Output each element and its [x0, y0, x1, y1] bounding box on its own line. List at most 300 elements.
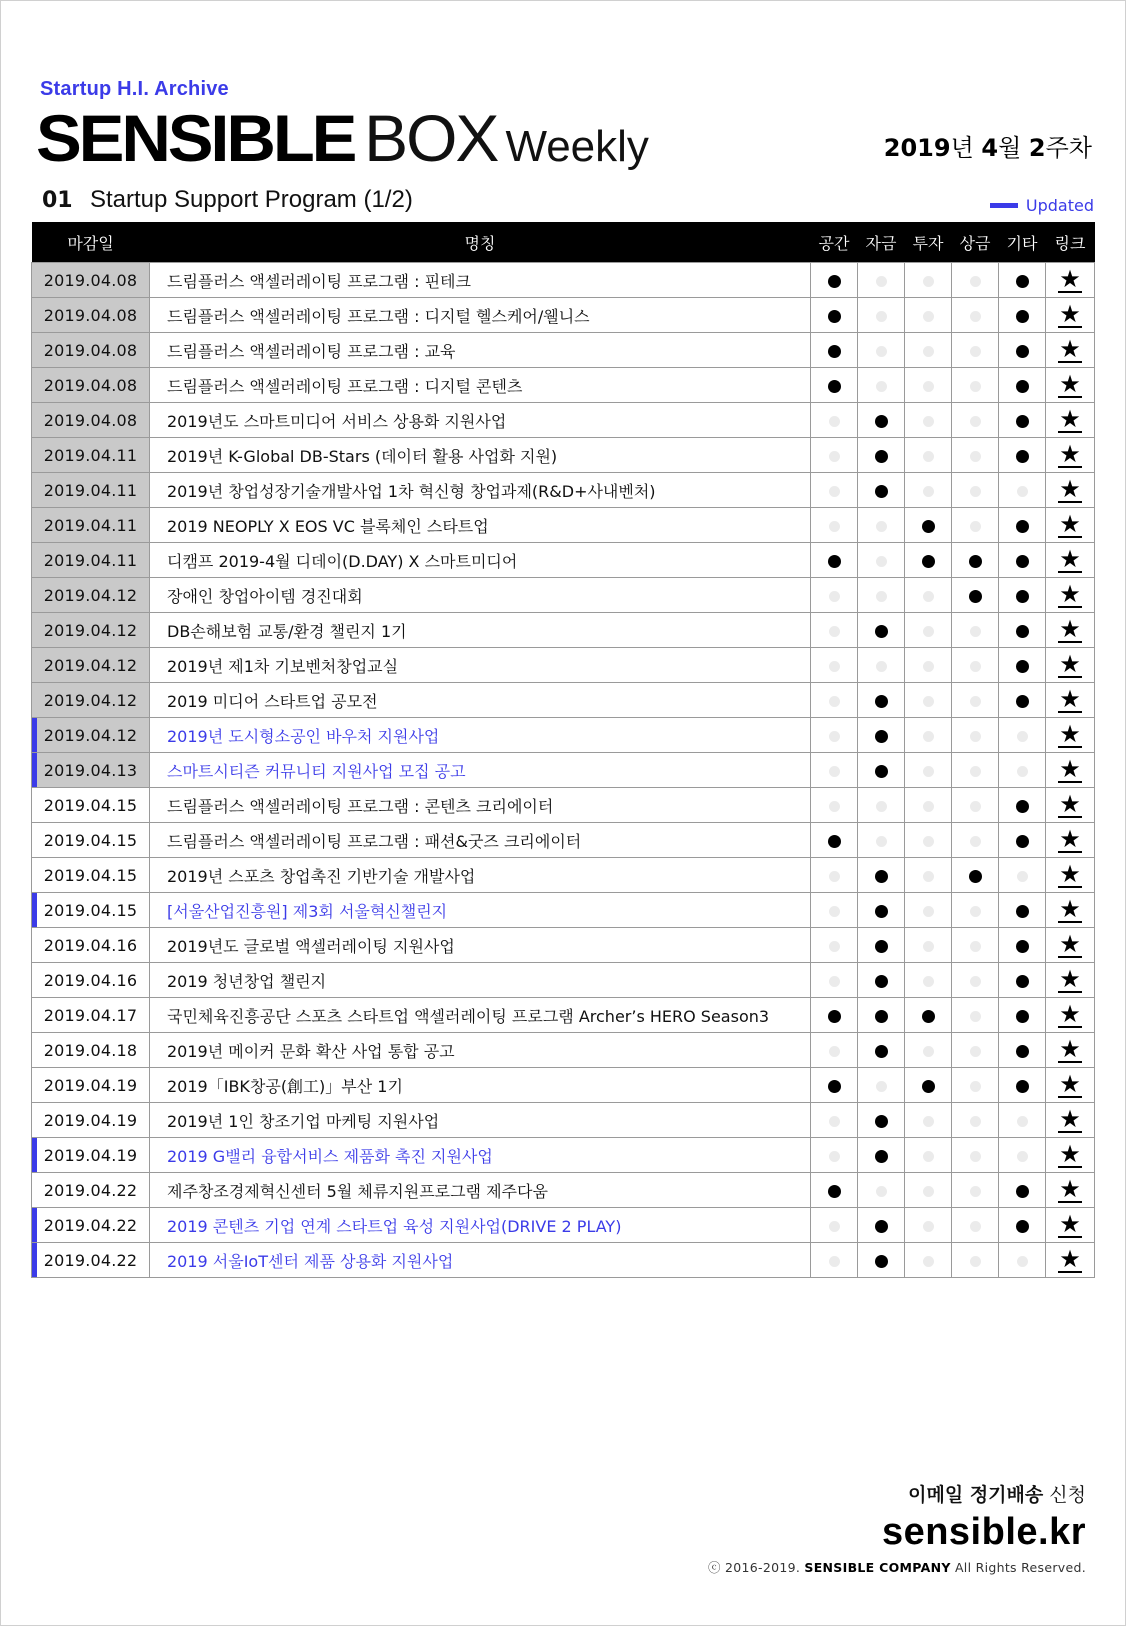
empty-dot-icon [876, 556, 887, 567]
table-row [32, 788, 1095, 823]
row-prize-cell [952, 1033, 999, 1068]
updated-legend-label: Updated [1025, 196, 1094, 215]
filled-dot-icon [1016, 1045, 1029, 1058]
row-program-name: [서울산업진흥원] 제3회 서울혁신챌린지 [150, 893, 811, 928]
empty-dot-icon [970, 1116, 981, 1127]
empty-dot-icon [923, 766, 934, 777]
table-row [32, 1243, 1095, 1278]
filled-dot-icon [875, 905, 888, 918]
row-fund-cell [858, 858, 905, 893]
star-link-icon[interactable]: ★ [1059, 685, 1081, 713]
row-etc-cell [999, 1103, 1046, 1138]
filled-dot-icon [828, 310, 841, 323]
empty-dot-icon [829, 521, 840, 532]
filled-dot-icon [1016, 1220, 1029, 1233]
table-row [32, 928, 1095, 963]
row-invest-cell [905, 1103, 952, 1138]
row-program-name: 2019년 제1차 기보벤처창업교실 [150, 648, 811, 683]
row-program-name: 디캠프 2019-4월 디데이(D.DAY) X 스마트미디어 [150, 543, 811, 578]
empty-dot-icon [923, 941, 934, 952]
row-deadline: 2019.04.12 [32, 578, 150, 613]
row-deadline: 2019.04.08 [32, 368, 150, 403]
table-row [32, 1103, 1095, 1138]
row-deadline: 2019.04.12 [32, 648, 150, 683]
row-link-cell [1046, 893, 1095, 928]
section-heading [42, 186, 413, 214]
row-space-cell [811, 1173, 858, 1208]
row-deadline: 2019.04.15 [32, 788, 150, 823]
row-prize-cell [952, 473, 999, 508]
row-deadline: 2019.04.08 [32, 333, 150, 368]
row-prize-cell [952, 788, 999, 823]
copyright-pre: ⓒ 2016-2019. [707, 1560, 805, 1575]
empty-dot-icon [923, 1046, 934, 1057]
row-prize-cell [952, 1208, 999, 1243]
row-deadline: 2019.04.22 [32, 1208, 150, 1243]
row-prize-cell [952, 858, 999, 893]
star-link-icon[interactable]: ★ [1059, 300, 1081, 328]
empty-dot-icon [876, 276, 887, 287]
filled-dot-icon [875, 870, 888, 883]
table-row [32, 438, 1095, 473]
empty-dot-icon [970, 416, 981, 427]
row-prize-cell [952, 368, 999, 403]
empty-dot-icon [970, 1186, 981, 1197]
col-etc: 기타 [999, 222, 1046, 263]
filled-dot-icon [1016, 695, 1029, 708]
star-link-icon[interactable]: ★ [1059, 335, 1081, 363]
star-link-icon[interactable]: ★ [1059, 965, 1081, 993]
row-fund-cell [858, 263, 905, 298]
filled-dot-icon [969, 555, 982, 568]
row-etc-cell [999, 473, 1046, 508]
row-prize-cell [952, 683, 999, 718]
filled-dot-icon [922, 555, 935, 568]
empty-dot-icon [970, 521, 981, 532]
star-link-icon[interactable]: ★ [1059, 1245, 1081, 1273]
table-row [32, 893, 1095, 928]
col-invest: 투자 [905, 222, 952, 263]
issue-year-unit: 년 [950, 134, 982, 162]
empty-dot-icon [923, 416, 934, 427]
row-prize-cell [952, 438, 999, 473]
star-link-icon[interactable]: ★ [1059, 545, 1081, 573]
star-link-icon[interactable]: ★ [1059, 580, 1081, 608]
row-prize-cell [952, 928, 999, 963]
row-space-cell [811, 648, 858, 683]
empty-dot-icon [876, 1186, 887, 1197]
filled-dot-icon [828, 555, 841, 568]
star-link-icon[interactable]: ★ [1059, 475, 1081, 503]
row-etc-cell [999, 368, 1046, 403]
row-prize-cell [952, 998, 999, 1033]
empty-dot-icon [923, 591, 934, 602]
row-program-name: 2019「IBK창공(創工)」부산 1기 [150, 1068, 811, 1103]
table-row [32, 1173, 1095, 1208]
filled-dot-icon [922, 1080, 935, 1093]
row-etc-cell [999, 1068, 1046, 1103]
row-link-cell [1046, 368, 1095, 403]
row-deadline: 2019.04.16 [32, 963, 150, 998]
row-fund-cell [858, 683, 905, 718]
filled-dot-icon [875, 625, 888, 638]
filled-dot-icon [828, 275, 841, 288]
row-program-name: 장애인 창업아이템 경진대회 [150, 578, 811, 613]
row-space-cell [811, 963, 858, 998]
brand-main: SENSIBLE [36, 101, 355, 175]
row-invest-cell [905, 683, 952, 718]
row-invest-cell [905, 1208, 952, 1243]
row-etc-cell [999, 788, 1046, 823]
table-row [32, 543, 1095, 578]
filled-dot-icon [875, 1010, 888, 1023]
filled-dot-icon [1016, 380, 1029, 393]
table-row [32, 683, 1095, 718]
subscribe-cta-bold: 이메일 정기배송 [908, 1484, 1044, 1506]
row-invest-cell [905, 963, 952, 998]
col-space: 공간 [811, 222, 858, 263]
empty-dot-icon [923, 381, 934, 392]
row-space-cell [811, 508, 858, 543]
row-deadline: 2019.04.11 [32, 438, 150, 473]
row-link-cell [1046, 963, 1095, 998]
subscribe-cta-rest: 신청 [1043, 1484, 1086, 1506]
row-prize-cell [952, 403, 999, 438]
empty-dot-icon [970, 976, 981, 987]
row-program-name: 2019년도 글로벌 액셀러레이팅 지원사업 [150, 928, 811, 963]
empty-dot-icon [970, 451, 981, 462]
row-program-name: 2019년 창업성장기술개발사업 1차 혁신형 창업과제(R&D+사내벤처) [150, 473, 811, 508]
row-link-cell [1046, 998, 1095, 1033]
star-link-icon[interactable]: ★ [1059, 720, 1081, 748]
filled-dot-icon [875, 765, 888, 778]
empty-dot-icon [923, 346, 934, 357]
row-deadline: 2019.04.12 [32, 613, 150, 648]
row-etc-cell [999, 1138, 1046, 1173]
row-fund-cell [858, 543, 905, 578]
row-link-cell [1046, 473, 1095, 508]
empty-dot-icon [923, 451, 934, 462]
row-etc-cell [999, 753, 1046, 788]
row-invest-cell [905, 438, 952, 473]
issue-week: 2 [1028, 134, 1046, 162]
empty-dot-icon [829, 1151, 840, 1162]
empty-dot-icon [829, 1221, 840, 1232]
row-program-name: 2019 청년창업 챌린지 [150, 963, 811, 998]
row-link-cell [1046, 1243, 1095, 1278]
site-url[interactable]: sensible.kr [881, 1511, 1086, 1553]
empty-dot-icon [970, 626, 981, 637]
empty-dot-icon [829, 591, 840, 602]
star-link-icon[interactable]: ★ [1059, 1105, 1081, 1133]
star-link-icon[interactable]: ★ [1059, 755, 1081, 783]
col-deadline: 마감일 [32, 222, 150, 263]
row-program-name: 드림플러스 액셀러레이팅 프로그램 : 디지털 헬스케어/웰니스 [150, 298, 811, 333]
table-row [32, 1138, 1095, 1173]
row-etc-cell [999, 928, 1046, 963]
star-link-icon[interactable]: ★ [1059, 930, 1081, 958]
row-prize-cell [952, 578, 999, 613]
empty-dot-icon [829, 486, 840, 497]
star-link-icon[interactable]: ★ [1059, 405, 1081, 433]
row-prize-cell [952, 508, 999, 543]
row-space-cell [811, 438, 858, 473]
star-link-icon[interactable]: ★ [1059, 1070, 1081, 1098]
row-deadline: 2019.04.17 [32, 998, 150, 1033]
filled-dot-icon [969, 590, 982, 603]
row-fund-cell [858, 403, 905, 438]
empty-dot-icon [829, 661, 840, 672]
star-link-icon[interactable]: ★ [1059, 790, 1081, 818]
row-invest-cell [905, 473, 952, 508]
empty-dot-icon [970, 381, 981, 392]
empty-dot-icon [923, 801, 934, 812]
row-program-name: 2019 콘텐츠 기업 연계 스타트업 육성 지원사업(DRIVE 2 PLAY) [150, 1208, 811, 1243]
row-invest-cell [905, 998, 952, 1033]
row-prize-cell [952, 648, 999, 683]
row-program-name: 드림플러스 액셀러레이팅 프로그램 : 디지털 콘텐츠 [150, 368, 811, 403]
col-fund: 자금 [858, 222, 905, 263]
row-invest-cell [905, 753, 952, 788]
row-program-name: 2019년 스포츠 창업촉진 기반기술 개발사업 [150, 858, 811, 893]
row-deadline: 2019.04.12 [32, 718, 150, 753]
row-space-cell [811, 298, 858, 333]
section-title: Startup Support Program (1/2) [90, 186, 413, 213]
row-link-cell [1046, 403, 1095, 438]
row-space-cell [811, 683, 858, 718]
row-space-cell [811, 368, 858, 403]
row-link-cell [1046, 753, 1095, 788]
empty-dot-icon [1017, 1151, 1028, 1162]
star-link-icon[interactable]: ★ [1059, 510, 1081, 538]
filled-dot-icon [922, 520, 935, 533]
table-row [32, 333, 1095, 368]
row-invest-cell [905, 613, 952, 648]
row-etc-cell [999, 263, 1046, 298]
row-prize-cell [952, 613, 999, 648]
empty-dot-icon [970, 346, 981, 357]
empty-dot-icon [876, 521, 887, 532]
copyright-post: All Rights Reserved. [950, 1560, 1086, 1575]
empty-dot-icon [923, 1116, 934, 1127]
filled-dot-icon [969, 870, 982, 883]
row-invest-cell [905, 333, 952, 368]
empty-dot-icon [970, 1081, 981, 1092]
empty-dot-icon [876, 801, 887, 812]
star-link-icon[interactable]: ★ [1059, 860, 1081, 888]
row-program-name: 국민체육진흥공단 스포츠 스타트업 액셀러레이팅 프로그램 Archer’s HERO Season3 [150, 998, 811, 1033]
filled-dot-icon [1016, 415, 1029, 428]
row-deadline: 2019.04.15 [32, 858, 150, 893]
row-etc-cell [999, 403, 1046, 438]
filled-dot-icon [828, 380, 841, 393]
empty-dot-icon [829, 941, 840, 952]
empty-dot-icon [970, 1046, 981, 1057]
updated-legend [990, 196, 1094, 215]
star-link-icon[interactable]: ★ [1059, 1140, 1081, 1168]
row-deadline: 2019.04.13 [32, 753, 150, 788]
filled-dot-icon [1016, 555, 1029, 568]
empty-dot-icon [876, 661, 887, 672]
row-fund-cell [858, 998, 905, 1033]
row-fund-cell [858, 718, 905, 753]
filled-dot-icon [1016, 275, 1029, 288]
row-deadline: 2019.04.19 [32, 1138, 150, 1173]
row-fund-cell [858, 963, 905, 998]
empty-dot-icon [923, 276, 934, 287]
row-link-cell [1046, 613, 1095, 648]
row-etc-cell [999, 508, 1046, 543]
row-deadline: 2019.04.16 [32, 928, 150, 963]
footer [708, 1480, 1086, 1576]
empty-dot-icon [829, 696, 840, 707]
row-link-cell [1046, 1208, 1095, 1243]
row-prize-cell [952, 1243, 999, 1278]
subscribe-cta[interactable] [708, 1480, 1086, 1507]
row-invest-cell [905, 858, 952, 893]
empty-dot-icon [876, 311, 887, 322]
empty-dot-icon [876, 381, 887, 392]
row-program-name: 드림플러스 액셀러레이팅 프로그램 : 콘텐츠 크리에이터 [150, 788, 811, 823]
star-link-icon[interactable]: ★ [1059, 615, 1081, 643]
copyright [708, 1558, 1086, 1576]
row-program-name: 드림플러스 액셀러레이팅 프로그램 : 교육 [150, 333, 811, 368]
filled-dot-icon [828, 835, 841, 848]
row-space-cell [811, 543, 858, 578]
row-etc-cell [999, 543, 1046, 578]
empty-dot-icon [923, 1256, 934, 1267]
empty-dot-icon [970, 836, 981, 847]
empty-dot-icon [829, 976, 840, 987]
star-link-icon[interactable]: ★ [1059, 650, 1081, 678]
empty-dot-icon [970, 276, 981, 287]
row-deadline: 2019.04.18 [32, 1033, 150, 1068]
filled-dot-icon [828, 1010, 841, 1023]
row-program-name: 2019년 K-Global DB-Stars (데이터 활용 사업화 지원) [150, 438, 811, 473]
row-invest-cell [905, 263, 952, 298]
star-link-icon[interactable]: ★ [1059, 370, 1081, 398]
row-program-name: 2019 G밸리 융합서비스 제품화 촉진 지원사업 [150, 1138, 811, 1173]
empty-dot-icon [970, 486, 981, 497]
row-program-name: DB손해보험 교통/환경 챌린지 1기 [150, 613, 811, 648]
row-space-cell [811, 893, 858, 928]
row-space-cell [811, 753, 858, 788]
star-link-icon[interactable]: ★ [1059, 895, 1081, 923]
filled-dot-icon [1016, 905, 1029, 918]
filled-dot-icon [875, 415, 888, 428]
row-link-cell [1046, 1138, 1095, 1173]
row-space-cell [811, 473, 858, 508]
row-link-cell [1046, 718, 1095, 753]
star-link-icon[interactable]: ★ [1059, 265, 1081, 293]
filled-dot-icon [875, 1255, 888, 1268]
row-link-cell [1046, 648, 1095, 683]
empty-dot-icon [829, 766, 840, 777]
star-link-icon[interactable]: ★ [1059, 440, 1081, 468]
row-etc-cell [999, 1243, 1046, 1278]
row-link-cell [1046, 438, 1095, 473]
star-link-icon[interactable]: ★ [1059, 1175, 1081, 1203]
empty-dot-icon [829, 1046, 840, 1057]
empty-dot-icon [970, 1151, 981, 1162]
star-link-icon[interactable]: ★ [1059, 1210, 1081, 1238]
empty-dot-icon [829, 871, 840, 882]
empty-dot-icon [923, 311, 934, 322]
empty-dot-icon [829, 416, 840, 427]
row-link-cell [1046, 1033, 1095, 1068]
brand-box: BOX [364, 101, 498, 175]
empty-dot-icon [923, 1186, 934, 1197]
row-fund-cell [858, 648, 905, 683]
row-prize-cell [952, 263, 999, 298]
table-row [32, 613, 1095, 648]
empty-dot-icon [1017, 1256, 1028, 1267]
filled-dot-icon [1016, 590, 1029, 603]
filled-dot-icon [1016, 345, 1029, 358]
issue-month-unit: 월 [998, 134, 1029, 162]
row-space-cell [811, 1033, 858, 1068]
row-invest-cell [905, 1033, 952, 1068]
row-fund-cell [858, 753, 905, 788]
row-etc-cell [999, 438, 1046, 473]
star-link-icon[interactable]: ★ [1059, 1000, 1081, 1028]
row-invest-cell [905, 928, 952, 963]
row-program-name: 제주창조경제혁신센터 5월 체류지원프로그램 제주다움 [150, 1173, 811, 1208]
row-program-name: 2019년도 스마트미디어 서비스 상용화 지원사업 [150, 403, 811, 438]
row-etc-cell [999, 823, 1046, 858]
col-prize: 상금 [952, 222, 999, 263]
row-invest-cell [905, 1068, 952, 1103]
table-row [32, 578, 1095, 613]
empty-dot-icon [829, 906, 840, 917]
row-etc-cell [999, 683, 1046, 718]
updated-legend-swatch [990, 203, 1018, 208]
empty-dot-icon [876, 591, 887, 602]
filled-dot-icon [828, 1080, 841, 1093]
filled-dot-icon [875, 975, 888, 988]
row-deadline: 2019.04.19 [32, 1068, 150, 1103]
issue-month: 4 [981, 134, 999, 162]
empty-dot-icon [923, 696, 934, 707]
row-deadline: 2019.04.11 [32, 508, 150, 543]
table-row [32, 263, 1095, 298]
filled-dot-icon [875, 730, 888, 743]
empty-dot-icon [829, 1256, 840, 1267]
empty-dot-icon [970, 731, 981, 742]
empty-dot-icon [970, 311, 981, 322]
star-link-icon[interactable]: ★ [1059, 825, 1081, 853]
row-deadline: 2019.04.11 [32, 473, 150, 508]
filled-dot-icon [922, 1010, 935, 1023]
row-link-cell [1046, 578, 1095, 613]
row-invest-cell [905, 543, 952, 578]
row-link-cell [1046, 823, 1095, 858]
filled-dot-icon [875, 450, 888, 463]
filled-dot-icon [1016, 660, 1029, 673]
row-link-cell [1046, 683, 1095, 718]
row-prize-cell [952, 753, 999, 788]
program-table [31, 222, 1095, 1278]
row-invest-cell [905, 508, 952, 543]
row-prize-cell [952, 1138, 999, 1173]
row-prize-cell [952, 718, 999, 753]
empty-dot-icon [923, 1221, 934, 1232]
row-etc-cell [999, 578, 1046, 613]
row-invest-cell [905, 578, 952, 613]
issue-year: 2019 [883, 134, 951, 162]
star-link-icon[interactable]: ★ [1059, 1035, 1081, 1063]
filled-dot-icon [1016, 800, 1029, 813]
